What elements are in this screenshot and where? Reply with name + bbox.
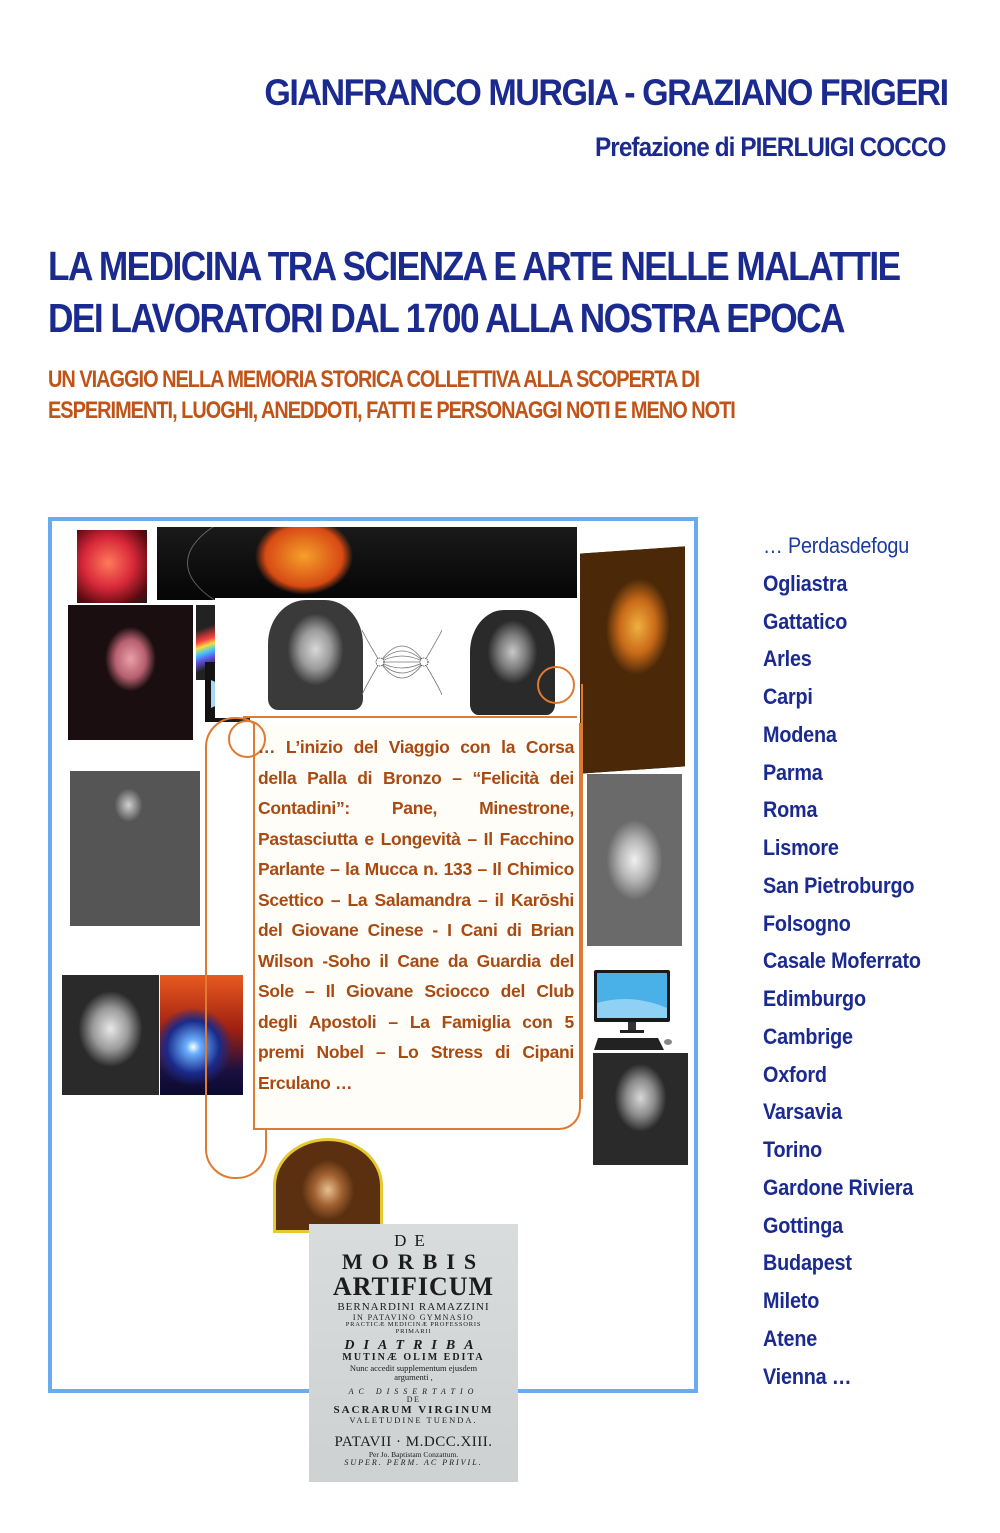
place-item: Cambrige bbox=[763, 1023, 853, 1049]
place-item: Gardone Riviera bbox=[763, 1174, 914, 1200]
place-item: San Pietroburgo bbox=[763, 872, 915, 898]
preface-line: Prefazione di PIERLUIGI COCCO bbox=[595, 132, 946, 162]
place-item: Parma bbox=[763, 759, 823, 785]
book-subtitle bbox=[48, 364, 878, 426]
newton-portrait-image bbox=[68, 605, 193, 740]
place-item: Casale Moferrato bbox=[763, 948, 921, 974]
tp-primarii: PRIMARII bbox=[395, 1327, 432, 1335]
tp-de: DE bbox=[394, 1231, 433, 1250]
place-item: Edimburgo bbox=[763, 986, 866, 1011]
place-item: Vienna … bbox=[763, 1363, 852, 1389]
solar-system-image bbox=[157, 527, 577, 600]
book-title-line-1: LA MEDICINA TRA SCIENZA E ARTE NELLE MALATTIE bbox=[48, 243, 900, 289]
tp-mutinae: MUTINÆ OLIM EDITA bbox=[342, 1352, 485, 1364]
tp-de2: DE bbox=[406, 1395, 421, 1405]
tp-per: Per Jo. Baptistam Conzattum. bbox=[368, 1449, 459, 1459]
scroll-right-edge bbox=[581, 684, 583, 1099]
turing-photo bbox=[593, 1053, 688, 1165]
place-item: Modena bbox=[763, 721, 837, 747]
book-title-line-2: DEI LAVORATORI DAL 1700 ALLA NOSTRA EPOCA bbox=[48, 295, 844, 341]
place-item: Arles bbox=[763, 646, 812, 672]
einstein-photo bbox=[62, 975, 159, 1095]
place-item: Lismore bbox=[763, 835, 839, 860]
magnetic-field-diagram bbox=[362, 630, 442, 695]
apple-image bbox=[77, 530, 147, 603]
place-item: Atene bbox=[763, 1325, 818, 1351]
de-morbis-artificum-title-page bbox=[309, 1224, 518, 1482]
place-item: Gattatico bbox=[763, 608, 848, 634]
authors-line: GIANFRANCO MURGIA - GRAZIANO FRIGERI bbox=[264, 72, 948, 113]
book-subtitle-line-2: ESPERIMENTI, LUOGHI, ANEDDOTI, FATTI E PERSONAGGI NOTI E MENO NOTI bbox=[48, 397, 735, 424]
tp-patavii: PATAVII · M.DCC.XIII. bbox=[334, 1434, 493, 1451]
bearded-farmer-photo bbox=[587, 774, 682, 946]
galileo-portrait-image bbox=[580, 546, 685, 773]
book-title bbox=[48, 240, 908, 344]
faraday-portrait-image bbox=[268, 600, 363, 710]
tp-artificum: ARTIFICUM bbox=[332, 1271, 495, 1301]
place-item: Budapest bbox=[763, 1250, 852, 1276]
desktop-computer-image bbox=[592, 968, 674, 1053]
tp-morbis: MORBIS bbox=[341, 1248, 486, 1274]
maxwell-portrait-image bbox=[470, 610, 555, 715]
place-item: Gottinga bbox=[763, 1212, 843, 1238]
ramazzini-portrait-image bbox=[273, 1138, 383, 1233]
places-list bbox=[763, 527, 938, 1395]
place-item: Ogliastra bbox=[763, 570, 848, 596]
scroll-top-edge bbox=[243, 716, 577, 718]
place-item: Folsogno bbox=[763, 910, 851, 936]
tp-super: SUPER. PERM. AC PRIVIL. bbox=[344, 1457, 483, 1467]
tp-gymnasio: IN PATAVINO GYMNASIO bbox=[352, 1312, 475, 1322]
place-item: Carpi bbox=[763, 684, 813, 709]
place-item: Roma bbox=[763, 797, 818, 823]
place-item: Oxford bbox=[763, 1061, 827, 1087]
scroll-curl-top-right bbox=[537, 666, 575, 704]
tp-sacrarum: SACRARUM VIRGINUM bbox=[333, 1403, 494, 1416]
tp-ac-dissertatio: AC DISSERTATIO bbox=[348, 1386, 479, 1396]
book-subtitle-line-1: UN VIAGGIO NELLA MEMORIA STORICA COLLETTIVA ALLA SCOPERTA DI bbox=[48, 366, 700, 393]
tp-author: BERNARDINI RAMAZZINI bbox=[337, 1301, 490, 1314]
place-item: … Perdasdefogu bbox=[763, 533, 910, 558]
place-item: Varsavia bbox=[763, 1099, 842, 1125]
scroll-text: … L’inizio del Viaggio con la Corsa della Palla di Bronzo – “Felicità dei Contadini”: Pane, Minestrone, Pastasciutta e Longevità – Il Facchino Parlante – la Mucca n. 133 – Il Chimico Scettico – La Salamandra – il Karōshi del Giovane Cinese - I Cani di Brian Wilson -Soho il Cane da Guardia del Sole – Il Giovane Sciocco del Club degli Apostoli – La Famiglia con 5 premi Nobel – Lo Stress di Cipani Erculano … bbox=[258, 737, 574, 1093]
tp-nunc: Nunc accedit supplementum ejusdem bbox=[349, 1362, 478, 1373]
tp-practicae: PRACTICÆ MEDICINÆ PROFESSORIS bbox=[345, 1321, 482, 1329]
tp-valetudine: VALETUDINE TUENDA. bbox=[349, 1415, 478, 1426]
tp-diatriba: DIATRIBA bbox=[344, 1337, 483, 1353]
place-item: Mileto bbox=[763, 1288, 820, 1313]
marie-curie-photo bbox=[70, 771, 200, 926]
tp-argumenti: argumenti , bbox=[394, 1371, 433, 1382]
place-item: Torino bbox=[763, 1137, 823, 1162]
